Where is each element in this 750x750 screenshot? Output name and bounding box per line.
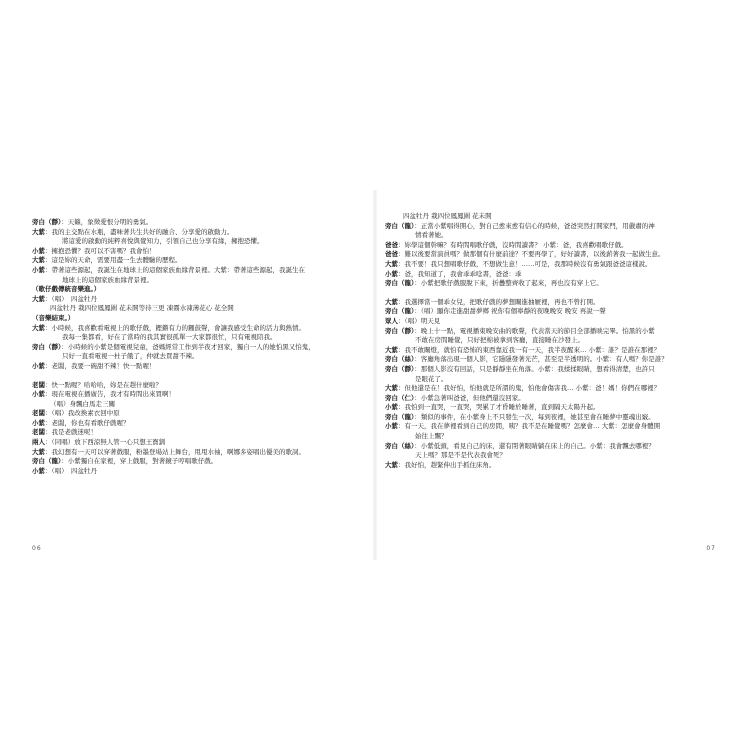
script-line <box>385 451 716 461</box>
script-line <box>385 250 716 260</box>
dialogue-text: ：晚上十一點，電視播東晚安曲的歌聲，代表當天的節目全部播映完畢。怕黑的小紫 <box>414 326 655 335</box>
script-line <box>32 467 359 477</box>
dialogue-text: ：難以後要當演員嗎？做那個有什麼前途？不要再學了，好好讀書，以後薪著我一起做生意。 <box>398 250 665 259</box>
dialogue-text: （唱）身飄白馬走三關 <box>50 399 115 408</box>
script-line <box>32 333 359 343</box>
book-gutter <box>372 190 378 560</box>
speaker-name: 旁白（龍） <box>385 279 415 288</box>
right-page <box>385 190 730 560</box>
script-line <box>385 222 716 232</box>
speaker-name: 大紫 <box>385 460 398 469</box>
dialogue-text: ：快一點喔？哈哈哈，妳是在趕什麼啦？ <box>45 380 162 389</box>
speaker-name: 大紫 <box>32 256 45 265</box>
script-line <box>385 394 716 404</box>
dialogue-text: ：小紫把歌仔戲服脫下來，折疊整齊收了起來，再也沒有穿上它。 <box>414 279 603 288</box>
dialogue-text: ：我不要！我只想唱歌仔戲，不想做生意！……可是，我那時候沒有勇氣跟爸爸這樣說。 <box>398 259 652 268</box>
dialogue-text: ：但他還是在！我好怕，怕他就是所謂的鬼，怕他會傷害我… 小紫：爸！媽！你們在哪裡？ <box>398 384 661 393</box>
dialogue-text: ：小時候的小紫是個電視兒童，爸媽經常工作到半夜才回家，獨自一人的她怕黑又怕鬼， <box>61 342 315 351</box>
speaker-name: 小紫 <box>32 390 45 399</box>
script-line <box>32 400 359 410</box>
speaker-name: 大紫 <box>32 323 45 332</box>
script-line <box>385 231 716 241</box>
dialogue-text: ：小紫低頭，看見自己的床，還有閉著眼睛躺在床上的自己。小紫：我會飄去哪裡？ <box>414 441 655 450</box>
speaker-name: 眾人 <box>385 316 398 325</box>
script-line <box>385 317 716 327</box>
speaker-name: 旁白（仁） <box>385 393 415 402</box>
script-line <box>32 304 359 314</box>
script-line <box>385 346 716 356</box>
script-line <box>32 285 359 295</box>
dialogue-text: 始往上飄？ <box>415 432 448 441</box>
speaker-name: 小紫 <box>32 361 45 370</box>
speaker-name: 旁白（龍） <box>32 457 62 466</box>
dialogue-text: 天上嗎？那是不是代表我會死？ <box>415 451 506 460</box>
script-line <box>385 241 716 251</box>
speaker-name: 小紫 <box>32 246 45 255</box>
speaker-name: 小紫 <box>32 265 45 274</box>
script-line <box>32 343 359 353</box>
speaker-name: 小紫 <box>32 418 45 427</box>
script-line <box>32 256 359 266</box>
dialogue-text: ：我怕到一直哭，一直哭，哭累了才昏睡於睡著，直到隔天太陽升起。 <box>398 403 600 412</box>
script-line <box>32 428 359 438</box>
speaker-name: 老闆 <box>32 409 45 418</box>
script-line <box>32 448 359 458</box>
left-page-script <box>32 218 359 476</box>
dialogue-text: ：這是妳的天命，需要用盡一生去體驗的歷程。 <box>45 256 182 265</box>
dialogue-text: ：（同唱）放下西涼無人管一心只想王寶釧 <box>45 438 166 447</box>
dialogue-text: 是眼花了。 <box>415 374 448 383</box>
speaker-name: 旁白（靜） <box>32 342 62 351</box>
dialogue-text: ：小紫獨自在家裡，穿上戲服，對著鏡子哼唱歌仔戲。 <box>61 457 218 466</box>
script-line <box>385 327 716 337</box>
dialogue-text: ：（唱）明天見 <box>398 316 441 325</box>
dialogue-text: ：我不敢關燈，就怕有恐怖的東西靠近我一有一天，我半夜醒來… 小紫：誰？是誰在那裡？ <box>398 345 661 354</box>
dialogue-text: 將這愛的啟動的純粹喜悅與覺知力，引領自己也分享有緣，擁抱恐懼。 <box>62 237 264 246</box>
speaker-name: 旁白（龍） <box>385 221 415 230</box>
speaker-name: 大紫 <box>32 294 45 303</box>
dialogue-text: ：客廳角落出現一個人影，它隱隱發著光芒，甚至是半透明的。小紫：有人嗎？你是誰？ <box>414 355 668 364</box>
dialogue-text: 四盆牡丹 栽四位鳳鳳圍 花未開等待三更 凍霧水凍薄花心 花全開 <box>50 304 234 313</box>
book-spread <box>20 190 730 560</box>
script-line <box>32 228 359 238</box>
speaker-name: 老闆 <box>32 428 45 437</box>
script-line <box>32 314 359 324</box>
dialogue-text: ：老闆，你也有看歌仔戲喔？ <box>45 418 130 427</box>
dialogue-text: ：（唱）顯你走進甜甜夢鄉 祝你有個寧靜的夜晚晚安 晚安 再說一聲 <box>414 307 606 316</box>
script-line <box>32 390 359 400</box>
script-line <box>385 307 716 317</box>
dialogue-text: 只好一直看電視一杜子餓了，仲就去買甜不辣。 <box>62 352 199 361</box>
script-line <box>32 237 359 247</box>
left-page <box>20 190 365 560</box>
speaker-name: 老闆 <box>32 380 45 389</box>
speaker-name: 小紫 <box>385 269 398 278</box>
speaker-name: 旁白（靜） <box>385 326 415 335</box>
dialogue-text: 我每一集都看，好在了當時的我其實很孤單一大家都很忙，只有電視陪我。 <box>62 333 277 342</box>
speaker-name: 旁白（絲） <box>385 441 415 450</box>
speaker-name: 大紫 <box>32 227 45 236</box>
speaker-name: 旁白（靜） <box>385 364 415 373</box>
script-line <box>32 409 359 419</box>
dialogue-text: ：我好怕，趕緊伸出手抓住床角。 <box>398 460 496 469</box>
paragraph-gap <box>385 289 716 298</box>
speaker-name: 大紫 <box>32 447 45 456</box>
script-line <box>32 266 359 276</box>
dialogue-text: ：正當小紫唱得開心，對自己愈來愈有信心的時候，爸爸突然打開家門，用嚴肅的神 <box>414 221 655 230</box>
speaker-name: （歌仔戲傳統音樂進。） <box>32 285 101 294</box>
speaker-name: 大紫 <box>385 345 398 354</box>
dialogue-text: ：我選擇當一個乖女兒，把歌仔戲的夢想關進抽屜裡，再也不曾打開。 <box>398 297 600 306</box>
script-line <box>385 432 716 442</box>
right-page-script <box>385 212 716 470</box>
dialogue-text: 情看著她。 <box>415 231 448 240</box>
speaker-name: 爸爸 <box>385 240 398 249</box>
script-line <box>385 461 716 471</box>
speaker-name: 小紫 <box>32 466 45 475</box>
speaker-name: 小紫 <box>385 403 398 412</box>
page-number-right: 07 <box>706 545 716 552</box>
dialogue-text: ：小時候，我喜歡看電視上的歌仔戲，鏗鏘有力的鑼鼓聲，會讓我感受生命的活力與熱情。 <box>45 323 305 332</box>
script-line <box>32 352 359 362</box>
dialogue-text: ：妳學這個幹嘛？有時間唱歌仔戲，沒時間讀書？ 小紫：爸，我喜歡唱歌仔戲。 <box>398 240 628 249</box>
script-line <box>385 413 716 423</box>
script-line <box>385 355 716 365</box>
script-line <box>385 422 716 432</box>
dialogue-text: ：（唱） 四盆牡丹 <box>45 294 97 303</box>
speaker-name: 旁白（絲） <box>385 355 415 364</box>
paragraph-gap <box>32 372 359 381</box>
script-line <box>385 365 716 375</box>
speaker-name: 旁白（靜） <box>32 218 62 226</box>
dialogue-text: ：擁抱恐懼？我可以不害嗎？我會怕！ <box>45 246 156 255</box>
page-number-left: 06 <box>32 545 42 552</box>
script-line <box>385 384 716 394</box>
dialogue-text: 四盆牡丹 栽四位鳳鳳圍 花未開 <box>403 212 492 220</box>
script-line <box>32 419 359 429</box>
dialogue-text: ：我是老戲迷呢！ <box>45 428 97 437</box>
script-line <box>32 381 359 391</box>
dialogue-text: ：小紫急著叫爸爸，但他們還沒回家。 <box>414 393 525 402</box>
dialogue-text: ：爸，我知道了，我會乖乖唸書，爸爸：乖 <box>398 269 522 278</box>
script-line <box>385 270 716 280</box>
script-line <box>385 260 716 270</box>
dialogue-text: ：老闆，我要一碗甜不辣！快一點喔！ <box>45 361 156 370</box>
speaker-name: 旁白（龍） <box>385 307 415 316</box>
script-line <box>385 279 716 289</box>
script-line <box>32 438 359 448</box>
script-line <box>32 276 359 286</box>
dialogue-text: 地球上的這個家族血緣背景裡。 <box>62 275 153 284</box>
speaker-name: 兩人 <box>32 438 45 447</box>
dialogue-text: ：（唱）我改換素衣回中原 <box>45 409 120 418</box>
script-line <box>385 403 716 413</box>
speaker-name: 大紫 <box>385 384 398 393</box>
dialogue-text: ：天籟，象徵愛恨分明的勇氣。 <box>61 218 153 226</box>
speaker-name: 爸爸 <box>385 250 398 259</box>
script-line <box>32 247 359 257</box>
speaker-name: 大紫 <box>385 297 398 306</box>
script-line <box>385 298 716 308</box>
speaker-name: 大紫 <box>385 259 398 268</box>
script-line <box>385 212 716 222</box>
speaker-name: 旁白（龍） <box>385 412 415 421</box>
speaker-name: 小紫 <box>385 422 398 431</box>
speaker-name: （音樂結束。） <box>32 313 75 322</box>
script-line <box>32 324 359 334</box>
script-line <box>385 442 716 452</box>
dialogue-text: 不敢在房間睡覺，只好把棉被拿到客廳，直接睡在沙發上。 <box>415 336 584 345</box>
dialogue-text: ：我幻想有一天可以穿著戲服，粉墨登場站上舞台，甩甩水袖，啊娜多姿唱出優美的歌詞。 <box>45 447 305 456</box>
script-line <box>32 362 359 372</box>
script-line <box>385 336 716 346</box>
dialogue-text: ：有一天，我在夢裡看到自己的房間，咦？我不是在睡覺嗎？怎麼會… 大紫：怎麼會身體開 <box>398 422 661 431</box>
dialogue-text: ：（唱） 四盆牡丹 <box>45 466 97 475</box>
dialogue-text: ：現在電視在播廣告，我才有時間出來買啊！ <box>45 390 175 399</box>
script-line <box>32 218 359 228</box>
script-line <box>32 457 359 467</box>
dialogue-text: ：類似的事件，在小紫身上不只發生一次，每到夜裡，她甚至會在睡夢中靈魂出竅。 <box>414 412 655 421</box>
script-line <box>385 375 716 385</box>
dialogue-text: ：我的主交點在水瓶，盡味著共生共好的融合、分享愛的啟動力。 <box>45 227 234 236</box>
script-line <box>32 295 359 305</box>
dialogue-text: ：那個人影沒有回話，只是靜靜坐在角落。小紫：我揉揉眼睛，想看得清楚，也許只 <box>414 364 655 373</box>
dialogue-text: ：帶著這些源起，我誕生在地球上的這個家族血緣背景裡。大紫：帶著這些源起，我誕生在 <box>45 265 305 274</box>
